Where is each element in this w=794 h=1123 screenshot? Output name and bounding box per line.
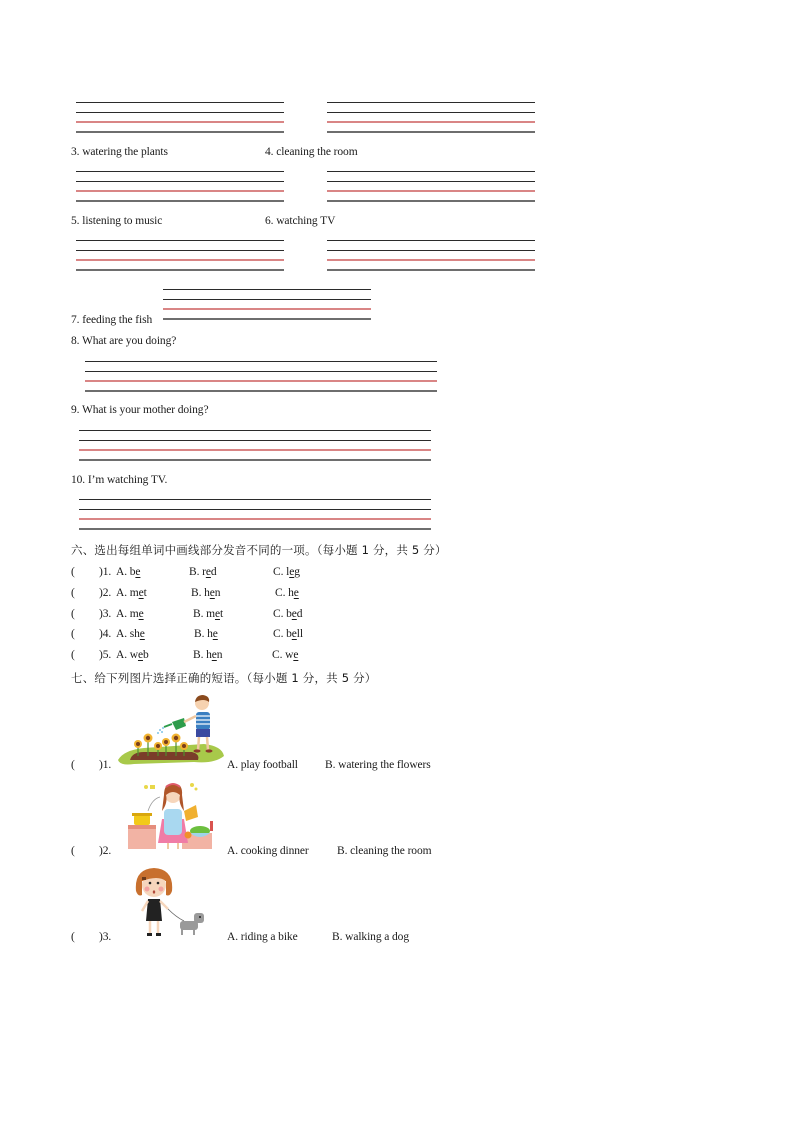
writing-item-5: 5. listening to music (71, 215, 163, 227)
section6-title: 六、选出每组单词中画线部分发音不同的一项。（每小题 1 分，共 5 分） (71, 543, 447, 557)
writing-item-7: 7. feeding the fish (71, 314, 153, 326)
option-c: C. leg (273, 566, 300, 578)
picture-girl-cooking (126, 781, 218, 851)
option-c: C. bell (273, 628, 303, 640)
option-a: A. riding a bike (227, 931, 298, 943)
answer-blank-open[interactable]: ( (71, 845, 75, 857)
writing-lines-1[interactable] (76, 102, 284, 133)
writing-item-9: 9. What is your mother doing? (71, 404, 209, 416)
writing-lines-6[interactable] (327, 240, 535, 271)
writing-lines-9[interactable] (79, 430, 431, 461)
writing-lines-2[interactable] (327, 102, 535, 133)
option-b: B. he (194, 628, 218, 640)
writing-lines-8[interactable] (85, 361, 437, 392)
option-a: A. me (116, 608, 144, 620)
question-number: )2. (99, 845, 112, 857)
question-number: )4. (99, 628, 112, 640)
option-b: B. red (189, 566, 217, 578)
option-b: B. met (193, 608, 224, 620)
writing-item-3: 3. watering the plants (71, 146, 168, 158)
writing-lines-5[interactable] (76, 240, 284, 271)
option-b: B. walking a dog (332, 931, 409, 943)
writing-lines-7[interactable] (163, 289, 371, 320)
option-a: A. play football (227, 759, 298, 771)
writing-item-6: 6. watching TV (265, 215, 336, 227)
question-number: )3. (99, 608, 112, 620)
option-c: C. he (275, 587, 299, 599)
option-a: A. cooking dinner (227, 845, 309, 857)
writing-item-8: 8. What are you doing? (71, 335, 177, 347)
option-a: A. web (116, 649, 149, 661)
question-number: )5. (99, 649, 112, 661)
option-b: B. watering the flowers (325, 759, 431, 771)
question-number: )3. (99, 931, 112, 943)
answer-blank-open[interactable]: ( (71, 566, 75, 578)
section7-title: 七、给下列图片选择正确的短语。（每小题 1 分，共 5 分） (71, 671, 377, 685)
option-b: B. hen (193, 649, 223, 661)
answer-blank-open[interactable]: ( (71, 931, 75, 943)
writing-lines-4[interactable] (327, 171, 535, 202)
option-b: B. hen (191, 587, 221, 599)
question-number: )2. (99, 587, 112, 599)
option-a: A. be (116, 566, 141, 578)
option-c: C. we (272, 649, 299, 661)
writing-item-4: 4. cleaning the room (265, 146, 358, 158)
answer-blank-open[interactable]: ( (71, 608, 75, 620)
writing-lines-3[interactable] (76, 171, 284, 202)
option-c: C. bed (273, 608, 303, 620)
answer-blank-open[interactable]: ( (71, 587, 75, 599)
picture-boy-watering-flowers (114, 694, 226, 768)
question-number: )1. (99, 566, 112, 578)
picture-girl-walking-dog (132, 865, 212, 939)
option-b: B. cleaning the room (337, 845, 432, 857)
answer-blank-open[interactable]: ( (71, 628, 75, 640)
question-number: )1. (99, 759, 112, 771)
writing-item-10: 10. I’m watching TV. (71, 474, 168, 486)
option-a: A. met (116, 587, 147, 599)
answer-blank-open[interactable]: ( (71, 649, 75, 661)
answer-blank-open[interactable]: ( (71, 759, 75, 771)
option-a: A. she (116, 628, 145, 640)
writing-lines-10[interactable] (79, 499, 431, 530)
